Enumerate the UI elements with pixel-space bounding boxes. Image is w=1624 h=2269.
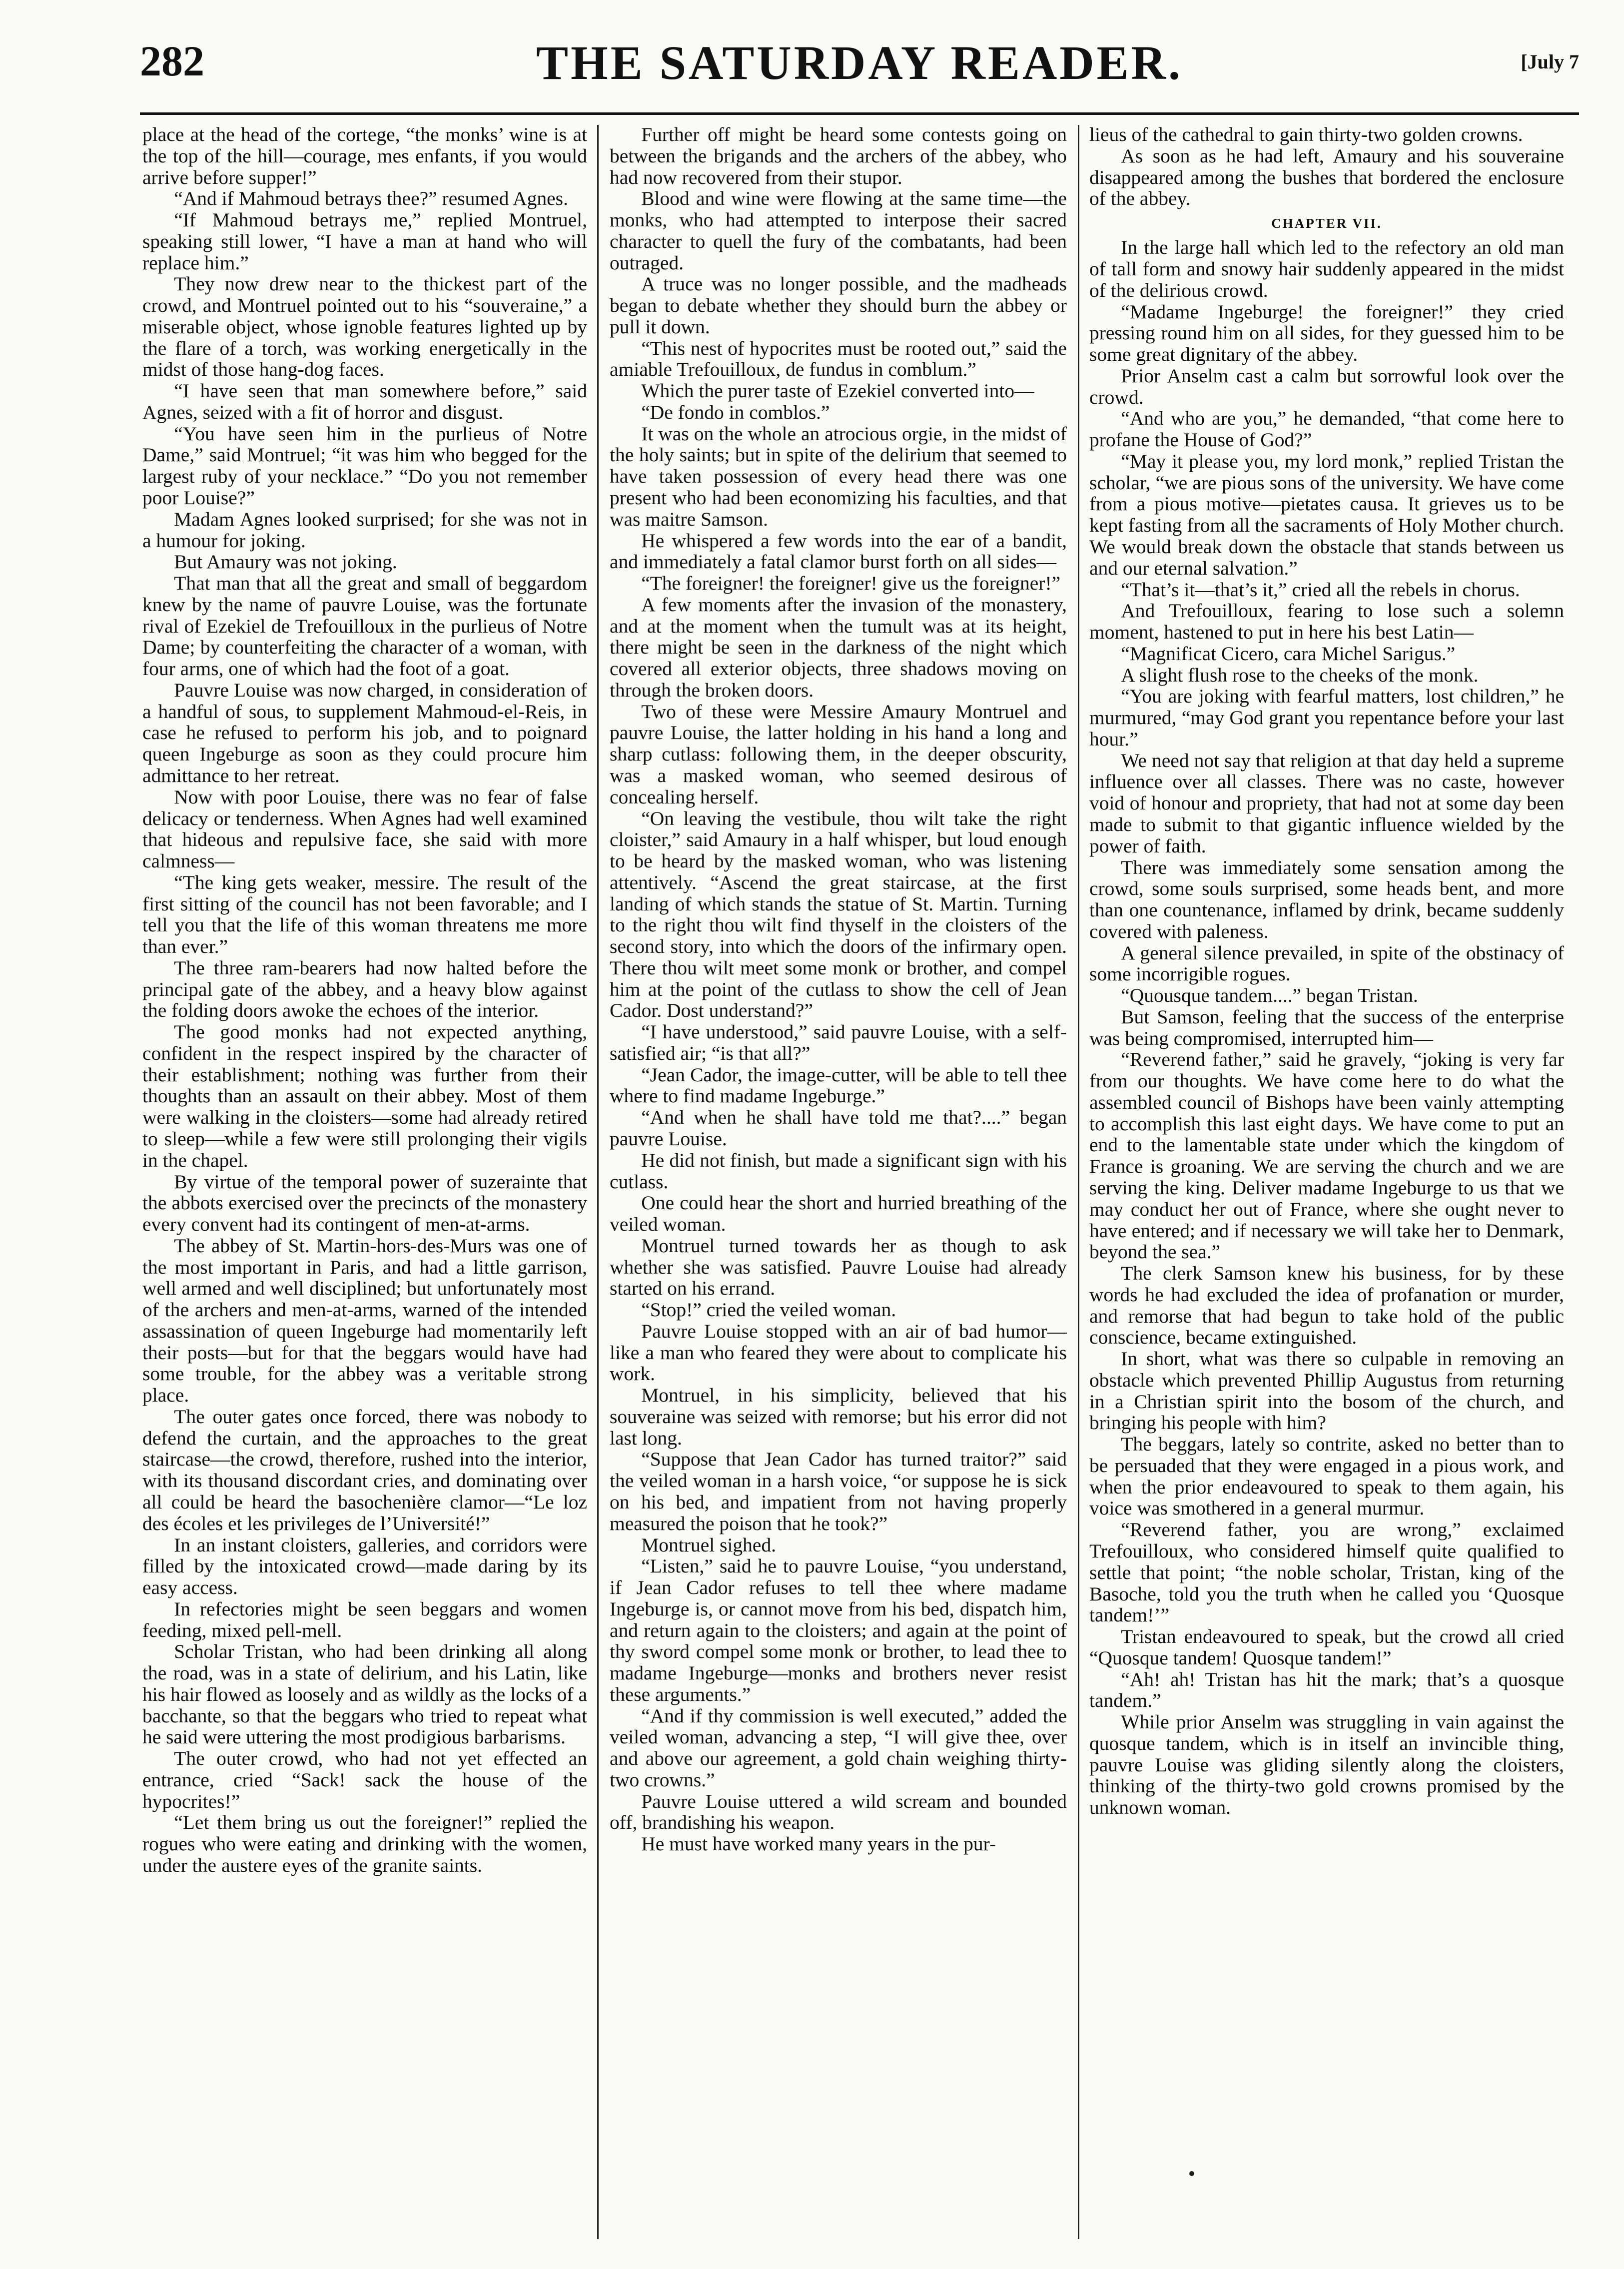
- paragraph: The outer crowd, who had not yet effected an entrance, cried “Sack! sack the house of the hypocrites!”: [142, 1747, 587, 1812]
- paragraph: It was on the whole an atrocious orgie, in the midst of the holy saints; but in spite of the delirium that seemed to have taken possession of every head there was one present who had been economizing his faculties, and that was maitre Samson.: [610, 422, 1067, 530]
- paragraph: Pauvre Louise uttered a wild scream and bounded off, brandishing his weapon.: [610, 1790, 1067, 1834]
- paragraph: The clerk Samson knew his business, for by these words he had excluded the idea of profanation or murder, and remorse that had begun to take hold of the public conscience, became extinguished.: [1089, 1262, 1564, 1349]
- paragraph: The beggars, lately so contrite, asked no better than to be persuaded that they were engaged in a pious work, and when the prior endeavoured to speak to them again, his voice was smothered in a general murmur.: [1089, 1433, 1564, 1519]
- paragraph: “May it please you, my lord monk,” replied Tristan the scholar, “we are pious sons of the university. We have come from a pious motive—pietates causa. It grieves us to be kept fasting from all the sacraments of Holy Mother church. We would break down the obstacle that stands between us and our eternal salvation.”: [1089, 450, 1564, 579]
- paragraph: A few moments after the invasion of the monastery, and at the moment when the tumult was at its height, there might be seen in the darkness of the night which covered all exterior objects, three shadows moving on through the broken doors.: [610, 593, 1067, 701]
- paragraph: Now with poor Louise, there was no fear of false delicacy or tenderness. When Agnes had well examined that hideous and repulsive face, she said with more calmness—: [142, 785, 587, 872]
- chapter-heading: CHAPTER VII.: [1271, 216, 1382, 231]
- paragraph: That man that all the great and small of beggardom knew by the name of pauvre Louise, was the fortunate rival of Ezekiel de Trefouilloux in the purlieus of Notre Dame; by counterfeiting the character of a woman, with four arms, one of which had the foot of a goat.: [142, 572, 587, 680]
- paragraph: The abbey of St. Martin-hors-des-Murs was one of the most important in Paris, and had a little garrison, well armed and well disciplined; but unfortunately most of the archers and men-at-arms, warned of the intended assassination of queen Ingeburge had momentarily left their posts—but for that the beggars would have had some trouble, for the abbey was a veritable strong place.: [142, 1234, 587, 1407]
- text-column-1: [142, 124, 587, 2242]
- paragraph: There was immediately some sensation among the crowd, some souls surprised, some heads bent, and more than one countenance, inflamed by drink, became suddenly covered with paleness.: [1089, 856, 1564, 942]
- masthead: [140, 30, 1579, 105]
- paragraph: In refectories might be seen beggars and women feeding, mixed pell-mell.: [142, 1597, 587, 1641]
- paragraph: Which the purer taste of Ezekiel converted into—: [641, 380, 1034, 402]
- paragraph: “Quousque tandem....” began Tristan.: [1121, 984, 1418, 1007]
- paragraph: “This nest of hypocrites must be rooted out,” said the amiable Trefouilloux, de fundus in comblum.”: [610, 337, 1067, 381]
- ink-dot: [1189, 2171, 1194, 2176]
- paragraph: As soon as he had left, Amaury and his souveraine disappeared among the bushes that bordered the enclosure of the abbey.: [1089, 144, 1564, 210]
- paragraph: By virtue of the temporal power of suzerainte that the abbots exercised over the precincts of the monastery every convent had its contingent of men-at-arms.: [142, 1170, 587, 1236]
- paragraph: Pauvre Louise stopped with an air of bad humor—like a man who feared they were about to complicate his work.: [610, 1320, 1067, 1385]
- paragraph: “Suppose that Jean Cador has turned traitor?” said the veiled woman in a harsh voice, “or suppose he is sick on his bed, and impatient from not having properly measured the poison that he took?”: [610, 1448, 1067, 1534]
- paragraph: Pauvre Louise was now charged, in consideration of a handful of sous, to supplement Mahmoud-el-Reis, in case he refused to perform his job, and to poignard queen Ingeburge as soon as they could procure him admittance to her retreat.: [142, 679, 587, 786]
- paragraph: One could hear the short and hurried breathing of the veiled woman.: [610, 1192, 1067, 1236]
- paragraph: lieus of the cathedral to gain thirty-two golden crowns.: [1089, 124, 1523, 145]
- paragraph: A slight flush rose to the cheeks of the monk.: [1121, 664, 1479, 686]
- paragraph: “And who are you,” he demanded, “that come here to profane the House of God?”: [1089, 407, 1564, 451]
- paragraph: But Amaury was not joking.: [174, 551, 397, 573]
- header-rule: [140, 112, 1579, 115]
- paragraph: “The foreigner! the foreigner! give us the foreigner!”: [641, 572, 1061, 595]
- paragraph: He must have worked many years in the pur-: [641, 1833, 996, 1855]
- paragraph: A truce was no longer possible, and the madheads began to debate whether they should burn the abbey or pull it down.: [610, 273, 1067, 338]
- paragraph: But Samson, feeling that the success of the enterprise was being compromised, interrupted him—: [1089, 1005, 1564, 1049]
- paragraph: Two of these were Messire Amaury Montruel and pauvre Louise, the latter holding in his hand a long and sharp cutlass: following them, in the deeper obscurity, was a masked woman, who seemed desirous of concealing herself.: [610, 700, 1067, 808]
- paragraph: “De fondo in comblos.”: [641, 401, 830, 423]
- paragraph: “If Mahmoud betrays me,” replied Montruel, speaking still lower, “I have a man at hand who will replace him.”: [142, 209, 587, 274]
- paragraph: In the large hall which led to the refectory an old man of tall form and snowy hair suddenly appeared in the midst of the delirious crowd.: [1089, 236, 1564, 301]
- paragraph: The three ram-bearers had now halted before the principal gate of the abbey, and a heavy blow against the folding doors awoke the echoes of the interior.: [142, 956, 587, 1022]
- paragraph: The good monks had not expected anything, confident in the respect inspired by the character of their establishment; nothing was further from their thoughts than an assault on their abbey. Most of them were walking in the cloisters—some had already retired to sleep—while a few were still prolonging their vigils in the chapel.: [142, 1021, 587, 1171]
- paragraph: “On leaving the vestibule, thou wilt take the right cloister,” said Amaury in a half whisper, but loud enough to be heard by the masked woman, who was listening attentively. “Ascend the great staircase, at the first landing of which stands the statue of St. Martin. Turning to the right thou wilt find thyself in the cloisters of the second story, into which the doors of the infirmary open. There thou wilt meet some monk or brother, and compel him at the point of the cutlass to show the cell of Jean Cador. Dost understand?”: [610, 807, 1067, 1022]
- paragraph: Blood and wine were flowing at the same time—the monks, who had attempted to interpose their sacred character to quell the fury of the combatants, had been outraged.: [610, 187, 1067, 274]
- paragraph: “And if Mahmoud betrays thee?” resumed Agnes.: [174, 187, 568, 210]
- paragraph: We need not say that religion at that day held a supreme influence over all classes. There was no caste, however void of honour and propriety, that had not at some day been made to submit to that gigantic influence wielded by the power of faith.: [1089, 749, 1564, 857]
- paragraph: “You have seen him in the purlieus of Notre Dame,” said Montruel; “it was him who begged for the largest ruby of your necklace.” “Do you not remember poor Louise?”: [142, 422, 587, 509]
- paragraph: “Let them bring us out the foreigner!” replied the rogues who were eating and drinking with the women, under the austere eyes of the granite saints.: [142, 1811, 587, 1877]
- column-separator: [1078, 125, 1079, 2239]
- paragraph: Madam Agnes looked surprised; for she was not in a humour for joking.: [142, 508, 587, 552]
- paragraph: The outer gates once forced, there was nobody to defend the curtain, and the approaches to the great staircase—the crowd, therefore, rushed into the interior, with its thousand discordant cries, and dominating over all could be heard the basochenière clamor—“Le loz des écoles et les privileges de l’Université!”: [142, 1405, 587, 1534]
- paragraph: “And if thy commission is well executed,” added the veiled woman, advancing a step, “I will give thee, over and above our agreement, a gold chain weighing thirty-two crowns.”: [610, 1704, 1067, 1791]
- paragraph: “And when he shall have told me that?....” began pauvre Louise.: [610, 1106, 1067, 1150]
- paragraph: “You are joking with fearful matters, lost children,” he murmured, “may God grant you repentance before your last hour.”: [1089, 685, 1564, 750]
- paragraph: While prior Anselm was struggling in vain against the quosque tandem, which is in itself an invincible thing, pauvre Louise was gliding silently along the cloisters, thinking of the thirty-two gold crowns promised by the unknown woman.: [1089, 1711, 1564, 1819]
- paragraph: In short, what was there so culpable in removing an obstacle which prevented Phillip Augustus from returning in a Christian spirit into the bosom of the church, and bringing his people with him?: [1089, 1348, 1564, 1434]
- paragraph: “Madame Ingeburge! the foreigner!” they cried pressing round him on all sides, for they guessed him to be some great dignitary of the abbey.: [1089, 300, 1564, 366]
- text-column-2: [610, 124, 1067, 2242]
- paragraph: “Magnificat Cicero, cara Michel Sarigus.”: [1121, 642, 1456, 665]
- paragraph: A general silence prevailed, in spite of the obstinacy of some incorrigible rogues.: [1089, 941, 1564, 985]
- column-separator: [597, 125, 599, 2239]
- page-number: 282: [140, 37, 204, 85]
- paragraph: Montruel sighed.: [641, 1533, 777, 1556]
- paragraph: He did not finish, but made a significant sign with his cutlass.: [610, 1149, 1067, 1193]
- paragraph: He whispered a few words into the ear of a bandit, and immediately a fatal clamor burst forth on all sides—: [610, 529, 1067, 573]
- paragraph: They now drew near to the thickest part of the crowd, and Montruel pointed out to his “souveraine,” a miserable object, whose ignoble features lighted up by the flare of a torch, was working energetically in the midst of those hang-dog faces.: [142, 273, 587, 381]
- paragraph: “That’s it—that’s it,” cried all the rebels in chorus.: [1121, 578, 1520, 601]
- issue-date: [July 7: [1521, 50, 1579, 73]
- paragraph: Montruel turned towards her as though to ask whether she was satisfied. Pauvre Louise had already started on his errand.: [610, 1234, 1067, 1300]
- paragraph: “I have seen that man somewhere before,” said Agnes, seized with a fit of horror and disgust.: [142, 380, 587, 423]
- paragraph: “Stop!” cried the veiled woman.: [641, 1299, 896, 1321]
- paragraph: place at the head of the cortege, “the monks’ wine is at the top of the hill—courage, mes enfants, if you would arrive before supper!”: [142, 124, 587, 188]
- text-column-3: [1089, 124, 1564, 2242]
- journal-title: THE SATURDAY READER.: [536, 36, 1183, 89]
- paragraph: Tristan endeavoured to speak, but the crowd all cried “Quosque tandem! Quosque tandem!”: [1089, 1625, 1564, 1669]
- paragraph: “The king gets weaker, messire. The result of the first sitting of the council has not been favorable; and I tell you that the life of this woman threatens me more than ever.”: [142, 871, 587, 958]
- paragraph: “Reverend father, you are wrong,” exclaimed Trefouilloux, who considered himself quite qualified to settle that point; “the noble scholar, Tristan, king of the Basoche, told you the truth when he called you ‘Quosque tandem!’”: [1089, 1518, 1564, 1626]
- paragraph: Further off might be heard some contests going on between the brigands and the archers of the abbey, who had now recovered from their stupor.: [610, 124, 1067, 188]
- paragraph: And Trefouilloux, fearing to lose such a solemn moment, hastened to put in here his best Latin—: [1089, 600, 1564, 644]
- paragraph: Montruel, in his simplicity, believed that his souveraine was seized with remorse; but his error did not last long.: [610, 1384, 1067, 1449]
- paragraph: In an instant cloisters, galleries, and corridors were filled by the intoxicated crowd—made daring by its easy access.: [142, 1533, 587, 1599]
- paragraph: “Jean Cador, the image-cutter, will be able to tell thee where to find madame Ingeburge.”: [610, 1063, 1067, 1107]
- paragraph: Prior Anselm cast a calm but sorrowful look over the crowd.: [1089, 364, 1564, 408]
- paragraph: “Listen,” said he to pauvre Louise, “you understand, if Jean Cador refuses to tell thee where madame Ingeburge is, or cannot move from his bed, dispatch him, and return again to the cloisters; and again at the point of thy sword compel some monk or brother, to lead thee to madame Ingeburge—monks and brothers never resist these arguments.”: [610, 1555, 1067, 1705]
- paragraph: “Ah! ah! Tristan has hit the mark; that’s a quosque tandem.”: [1089, 1668, 1564, 1712]
- paragraph: “I have understood,” said pauvre Louise, with a self-satisfied air; “is that all?”: [610, 1021, 1067, 1064]
- paragraph: Scholar Tristan, who had been drinking all along the road, was in a state of delirium, and his Latin, like his hair flowed as loosely and as wildly as the locks of a bacchante, so that the beggars who tried to repeat what he said were uttering the most prodigious barbarisms.: [142, 1640, 587, 1748]
- paragraph: “Reverend father,” said he gravely, “joking is very far from our thoughts. We have come here to do what the assembled council of Bishops have been vainly attempting to accomplish this last eight days. We have come to put an end to the lamentable state under which the kingdom of France is groaning. We are serving the church and we are serving the king. Deliver madame Ingeburge to us that we may conduct her out of France, where she ought never to have entered; and if necessary we will take her to Denmark, beyond the sea.”: [1089, 1048, 1564, 1263]
